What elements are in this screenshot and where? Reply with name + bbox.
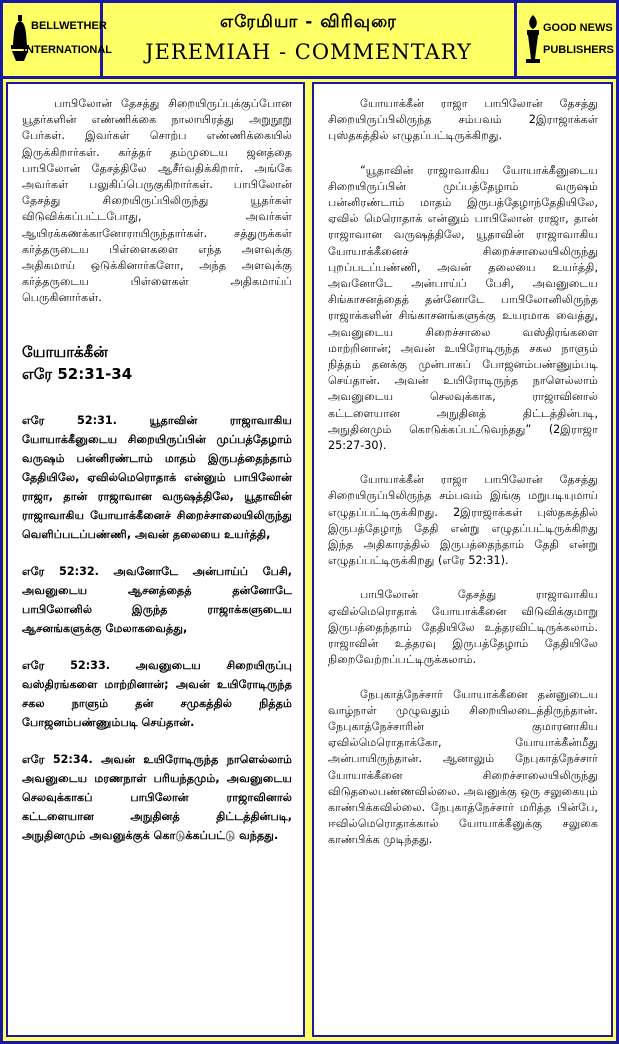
- intro-paragraph: பாபிலோன் தேசத்து சிறையிருப்புக்குப்போன யூதர்களின் எண்ணிக்கை நாலாயிரத்து அறுநூறு பேர்கள். இவர்கள் சொற்ப எண்ணிக்கையில் இருக்கிறார்கள். கர்த்தர் தம்முடைய ஜனத்தை பாபிலோன் தேசத்திலே ஆசீர்வதிக்கிறார். அங்கே அவர்கள் பலுகிப்பெருகுகிறார்கள். பாபிலோன் தேசத்து சிறையிருப்பிலிருந்து யூதர்கள் விடுவிக்கப்பட்டபோது, அவர்கள் ஆயிரக்கணக்கானோராயிருந்தார்கள். சத்துருக்கள் கர்த்தருடைய பிள்ளைகளை எந்த அளவுக்கு அதிகமாய் ஒடுக்கினார்களோ, அந்த அளவுக்கு கர்த்தருடைய பிள்ளைகள் அதிகமாய்ப் பெருகினார்கள்.: [22, 97, 292, 305]
- good-news-logo-line-1: GOOD NEWS: [543, 22, 613, 34]
- right-column: [312, 82, 613, 1037]
- verse-33: எரே 52:33. அவனுடைய சிறையிருப்பு வஸ்திரங்களை மாற்றினான்; அவன் உயிரோடிருந்த சகல நாளும் தன் சமுகத்தில் நித்தம் போஜனம்பண்ணும்படி செய்தான்.: [22, 658, 292, 729]
- good-news-logo-line-2: PUBLISHERS: [543, 44, 614, 56]
- verse-31: எரே 52:31. யூதாவின் ராஜாவாகிய யோயாக்கீனுடைய சிறையிருப்பின் முப்பத்தேழாம் வருஷம் பன்னிரண்டாம் மாதம் இருபத்தைந்தாம் தேதியிலே, ஏவில்மெரொதாக் என்னும் பாபிலோன் ராஜா, தான் ராஜாவான வருஷத்திலே, யூதாவின் ராஜாவாகிய யோயாக்கீனைச் சிறைச்சாலையிலிருந்து வெளிப்படப்பண்ணி, அவன் தலையை உயர்த்தி,: [22, 413, 292, 541]
- commentary-quote-paragraph: “யூதாவின் ராஜாவாகிய யோயாக்கீனுடைய சிறையிருப்பின் முப்பத்தேழாம் வருஷம் பன்னிரண்டாம் மாதம் இருபத்தேழாந்தேதியிலே, ஏவில் மெரொதாக் என்னும் பாபிலோன் ராஜா, தான் ராஜாவான வருஷத்திலே, யூதாவின் ராஜாவாகிய யோயாக்கீனைச் சிறைச்சாலையிலிருந்து புறப்படப்பண்ணி, அவன் தலையை உயர்த்தி, அவனோடே அன்பாய்ப் பேசி, அவனுடைய சிங்காசனத்தைத் தன்னோடே பாபிலோனிலிருந்த ராஜாக்களின் சிங்காசனங்களுக்கு உயரமாக வைத்து, அவனுடைய சிறைச்சாலை வஸ்திரங்களை மாற்றினான்; அவன் உயிரோடிருந்த சகல நாளும் நித்தம் தனக்கு முன்பாகப் போஜனம்பண்ணும்படி செய்தான். அவன் உயிரோடிருந்த நாளெல்லாம் அவனுடைய செலவுக்காக, ராஜாவினால் கட்டளையான அநுதினத் திட்டத்தின்படி, அநுதினமும் கொடுக்கப்பட்டுவந்தது” (2இராஜா 25:27-30).: [328, 163, 598, 453]
- bellwether-logo-line-2: INTERNATIONAL: [23, 44, 113, 56]
- good-news-publishers-logo: [514, 3, 616, 76]
- title-box: [103, 3, 514, 76]
- section-title-name: யோயாக்கீன்: [22, 342, 108, 361]
- torch-icon: [525, 15, 541, 63]
- title-tamil: எரேமியா - விரிவுரை: [220, 12, 397, 32]
- commentary-paragraph-3: யோயாக்கீன் ராஜா பாபிலோன் தேசத்து சிறையிருப்பிலிருந்த சம்பவம் இங்கு மறுபடியுமாய் எழுதப்பட்டிருக்கிறது. 2இராஜாக்கள் புஸ்தகத்தில் இருபத்தேழாந் தேதி என்று எழுதப்பட்டிருக்கிறது இந்த அதிகாரத்தில் இருபத்தைந்தாம் தேதி என்று எழுதப்பட்டிருக்கிறது (எரே 52:31).: [328, 473, 598, 568]
- header-divider: [3, 76, 616, 79]
- page-header: [3, 3, 616, 76]
- left-column: [6, 82, 305, 1037]
- title-english: JEREMIAH - COMMENTARY: [145, 40, 472, 64]
- verse-34: எரே 52:34. அவன் உயிரோடிருந்த நாளெல்லாம் அவனுடைய மரணநாள் பரியந்தமும், அவனுடைய செலவுக்காகப் பாபிலோன் ராஜாவினால் கட்டளையான அநுதினத் திட்டத்தின்படி, அநுதினமும் அவனுக்குக் கொடுக்கப்பட்டு வந்தது.: [22, 752, 292, 842]
- section-heading: [22, 341, 292, 385]
- commentary-paragraph-5: நேபுகாத்நேச்சார் யோயாக்கீனை தன்னுடைய வாழ்நாள் முழுவதும் சிறையிலடைத்திருந்தான். நேபுகாத்நேச்சாரின் குமாரனாகிய ஏவில்மெரொதாக்கோ, யோயாக்கீன்மீது அன்பாயிருந்தான். ஆனாலும் நேபுகாத்நேச்சார் யோயாக்கீனை சிறைச்சாலையிலிருந்து விடுதலைபண்ணவில்லை. அவனுக்கு ஒரு சலுகையும் காண்பிக்கவில்லை. நேபுகாத்நேச்சார் மரித்த பின்பே, ஈவில்மெரொதாக்கால் யோயாக்கீனுக்கு சலுகை காண்பிக்க முடிந்தது.: [328, 687, 598, 847]
- commentary-paragraph-1: யோயாக்கீன் ராஜா பாபிலோன் தேசத்து சிறையிருப்பிலிருந்த சம்பவம் 2இராஜாக்கள் புஸ்தகத்தில் எழுதப்பட்டிருக்கிறது.: [328, 97, 598, 143]
- bellwether-logo: [3, 3, 113, 76]
- section-title-reference: எரே 52:31-34: [22, 364, 133, 383]
- bellwether-logo-line-1: BELLWETHER: [31, 20, 107, 32]
- commentary-paragraph-4: பாபிலோன் தேசத்து ராஜாவாகிய ஏவில்மெரொதாக் யோயாக்கீனை விடுவிக்குமாறு இருபத்தைந்தாம் தேதியிலே உத்தரவிட்டிருக்கலாம். ராஜாவின் உத்தரவு இருபத்தேழாம் தேதியிலே நிறைவேற்றப்பட்டிருக்கலாம்.: [328, 588, 598, 667]
- verse-32: எரே 52:32. அவனோடே அன்பாய்ப் பேசி, அவனுடைய ஆசனத்தைத் தன்னோடே பாபிலோனில் இருந்த ராஜாக்களுடைய ஆசனங்களுக்கு மேலாகவைத்து,: [22, 564, 292, 635]
